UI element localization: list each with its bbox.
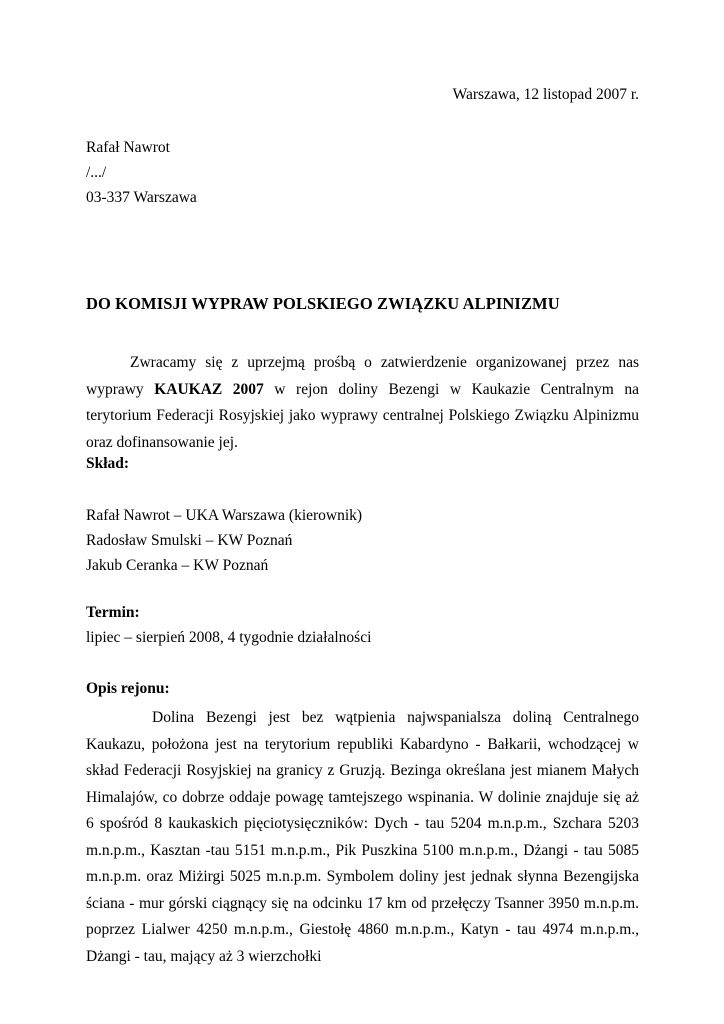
term-label: Termin: — [86, 604, 140, 621]
expedition-name: KAUKAZ 2007 — [154, 380, 264, 398]
region-description: Dolina Bezengi jest bez wątpienia najwspanialsza doliną Centralnego Kaukazu, położona jest na terytorium republiki Kabardyno - Bałkarii, wchodzącej w skład Federacji Rosyjskiej na granicy z Gruzją. Bezinga określana jest mianem Małych Himalajów, co dobrze oddaje powagę tamtejszego wspinania. W dolinie znajduje się aż 6 spośród 8 kaukaskich pięciotysięczników: Dych - tau 5204 m.n.p.m., Szchara 5203 m.n.p.m., Kasztan -tau 5151 m.n.p.m., Pik Puszkina 5100 m.n.p.m., Dżangi - tau 5085 m.n.p.m. oraz Miżirgi 5025 m.n.p.m. Symbolem doliny jest jednak słynna Bezengijska ściana - mur górski ciągnący się na odcinku 17 km od przełęczy Tsanner 3950 m.n.p.m. poprzez Lialwer 4250 m.n.p.m., Giestołę 4860 m.n.p.m., Katyn - tau 4974 m.n.p.m., Dżangi - tau, mający aż 3 wierzchołki — [86, 709, 639, 965]
letter-date: Warszawa, 12 listopad 2007 r. — [452, 86, 639, 103]
team-member: Jakub Ceranka – KW Poznań — [86, 557, 269, 574]
intro-text-end: w rejon doliny Bezengi w Kaukazie Centralnym na terytorium Federacji Rosyjskiej jako wyprawy centralnej Polskiego Związku Alpinizmu oraz dofinansowanie jej. — [86, 380, 639, 451]
term-value: lipiec – sierpień 2008, 4 tygodnie działalności — [86, 629, 372, 646]
team-label: Skład: — [86, 455, 130, 472]
sender-city: 03-337 Warszawa — [86, 189, 197, 206]
intro-paragraph — [86, 350, 639, 456]
letter-heading: DO KOMISJI WYPRAW POLSKIEGO ZWIĄZKU ALPINIZMU — [86, 294, 560, 313]
team-list — [86, 503, 362, 578]
region-label: Opis rejonu: — [86, 680, 170, 697]
intro-text-start: Zwracamy się z uprzejmą prośbą o zatwierdzenie organizowanej przez nas wyprawy — [86, 354, 639, 398]
sender-name: Rafał Nawrot — [86, 139, 170, 156]
sender-block — [86, 135, 197, 210]
team-member: Rafał Nawrot – UKA Warszawa (kierownik) — [86, 507, 363, 524]
letter-page — [86, 0, 639, 1024]
team-member: Radosław Smulski – KW Poznań — [86, 532, 293, 549]
sender-address: /.../ — [86, 164, 107, 181]
